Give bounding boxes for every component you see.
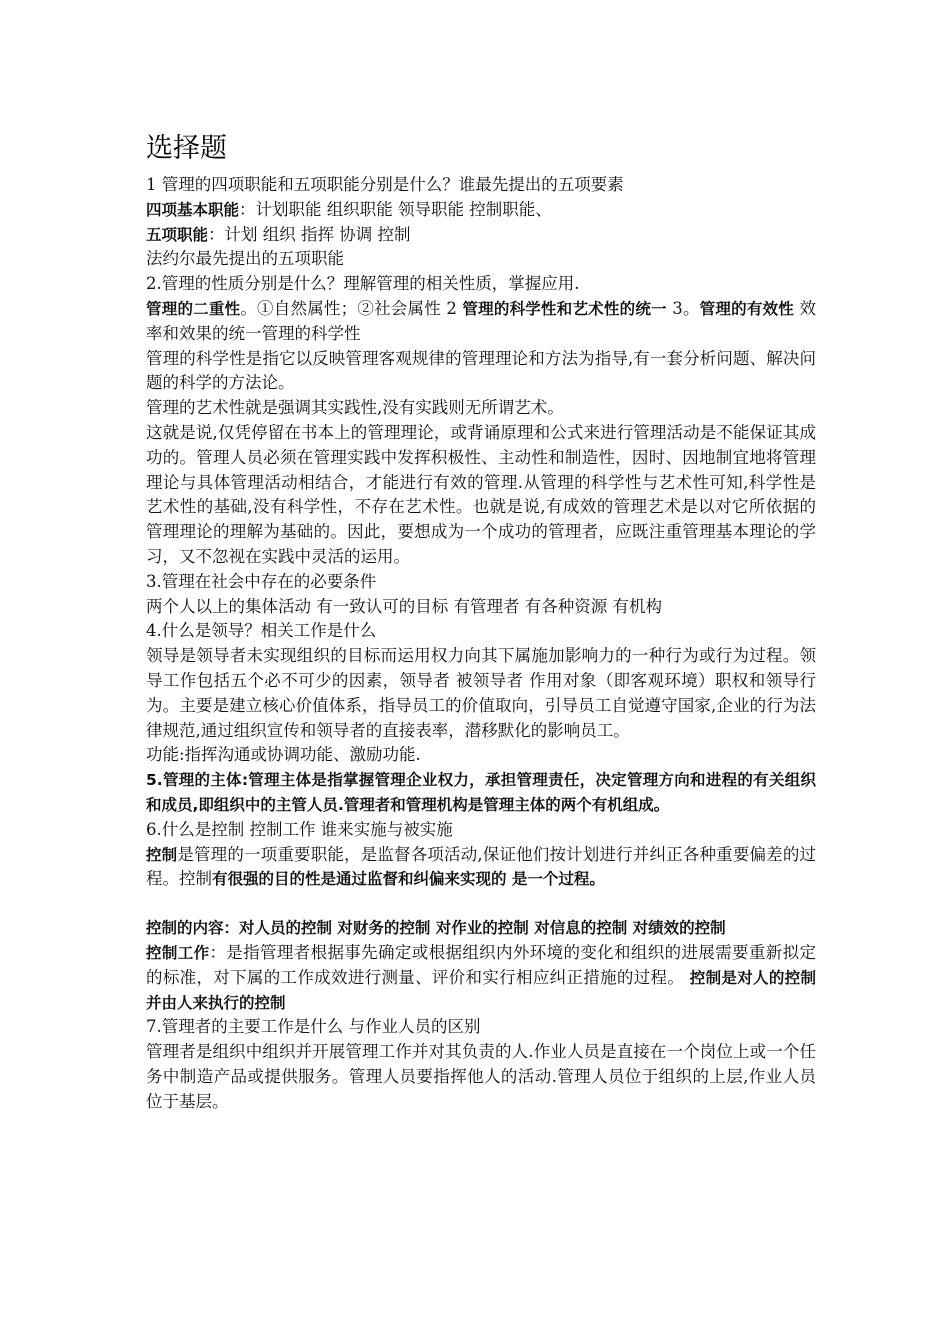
q1-question: 1 管理的四项职能和五项职能分别是什么？谁最先提出的五项要素 <box>146 175 624 194</box>
q1-five-text: ：计划 组织 指挥 协调 控制 <box>208 224 411 244</box>
q4-function: 功能:指挥沟通或协调功能、激励功能. <box>146 745 421 765</box>
q1-four-label: 四项基本职能 <box>146 200 240 219</box>
document-page <box>146 128 816 1114</box>
page-title: 选择题 <box>146 133 227 164</box>
q6-question: 6.什么是控制 控制工作 谁来实施与被实施 <box>146 819 453 839</box>
q2-effect-label: 管理的有效性 <box>699 299 794 318</box>
q6-content: 控制的内容：对人员的控制 对财务的控制 对作业的控制 对信息的控制 对绩效的控制 <box>146 919 726 938</box>
blank-line <box>146 892 816 916</box>
q2-science-paragraph: 管理的科学性是指它以反映管理客观规律的管理理论和方法为指导,有一套分析问题、解决问题的科学的方法论。 <box>146 348 816 393</box>
q1-four-text: ：计划职能 组织职能 领导职能 控制职能、 <box>239 199 552 219</box>
q6-def-text: 是管理的一项重要职能，是监督各项活动,保证他们按计划进行并纠正各种重要偏差的过程。控制 <box>146 844 816 889</box>
q2-three: 3。 <box>666 298 700 318</box>
q6-def-bold: 有很强的目的性是通过监督和纠偏来实现的 是一个过程。 <box>212 870 605 889</box>
q4-answer: 领导是领导者未实现组织的目标而运用权力向其下属施加影响力的一种行为或行为过程。领导工作包括五个必不可少的因素，领导者 被领导者 作用对象（即客观环境）职权和领导行为。主要是建立核心价值体系，指导员工的价值取向，引导员工自觉遵守国家,企业的行为法律规范,通过组织宣传和领导者的直接表率，潜移默化的影响员工。 <box>146 646 816 740</box>
q2-art-paragraph: 管理的艺术性就是强调其实践性,没有实践则无所谓艺术。 <box>146 398 564 418</box>
q2-long-paragraph: 这就是说,仅凭停留在书本上的管理理论，或背诵原理和公式来进行管理活动是不能保证其成功的。管理人员必须在管理实践中发挥积极性、主动性和制造性，因时、因地制宜地将管理理论与具体管理活动相结合，才能进行有效的管理.从管理的科学性与艺术性可知,科学性是艺术性的基础,没有科学性，不存在艺术性。也就是说,有成效的管理艺术是以对它所依据的管理理论的理解为基础的。因此，要想成为一个成功的管理者，应既注重管理基本理论的学习，又不忽视在实践中灵活的运用。 <box>146 422 816 566</box>
q2-question: 2.管理的性质分别是什么？理解管理的相关性质，掌握应用. <box>146 274 580 294</box>
q6-work <box>146 941 816 1015</box>
q1-five-label: 五项职能 <box>146 225 209 244</box>
q1-fayol: 法约尔最先提出的五项职能 <box>146 249 344 269</box>
q1-four-functions <box>146 198 816 223</box>
q6-definition <box>146 843 816 893</box>
q6-work-bold: 控制是对人的控制并由人来执行的控制 <box>146 968 816 1012</box>
q3-answer: 两个人以上的集体活动 有一致认可的目标 有管理者 有各种资源 有机构 <box>146 596 662 616</box>
q2-nature <box>146 297 816 347</box>
q4-question: 4.什么是领导？相关工作是什么 <box>146 621 377 641</box>
q2-duality-label: 管理的二重性 <box>146 299 241 318</box>
q6-work-text: ：是指管理者根据事先确定或根据组织内外环境的变化和组织的进展需要重新拟定的标准，对下属的工作成效进行测量、评价和实行相应纠正措施的过程。 <box>146 942 816 987</box>
q2-sci-art-label: 管理的科学性和艺术性的统一 <box>462 299 667 318</box>
q1-five-functions <box>146 223 816 248</box>
q7-answer: 管理者是组织中组织并开展管理工作并对其负责的人.作业人员是直接在一个岗位上或一个任务中制造产品或提供服务。管理人员要指挥他人的活动.管理人员位于组织的上层,作业人员位于基层。 <box>146 1042 816 1111</box>
q2-duality-text: 。①自然属性；②社会属性 2 <box>240 298 463 318</box>
q6-def-label: 控制 <box>146 845 178 864</box>
q5-text: 5.管理的主体:管理主体是指掌握管理企业权力，承担管理责任，决定管理方向和进程的有关组织和成员,即组织中的主管人员.管理者和管理机构是管理主体的两个有机组成。 <box>146 771 816 814</box>
q6-work-label: 控制工作 <box>146 943 210 962</box>
q3-question: 3.管理在社会中存在的必要条件 <box>146 571 377 591</box>
q2-effect-text: 效率和效果的统一管理的科学性 <box>146 298 816 343</box>
q7-question: 7.管理者的主要工作是什么 与作业人员的区别 <box>146 1017 481 1037</box>
